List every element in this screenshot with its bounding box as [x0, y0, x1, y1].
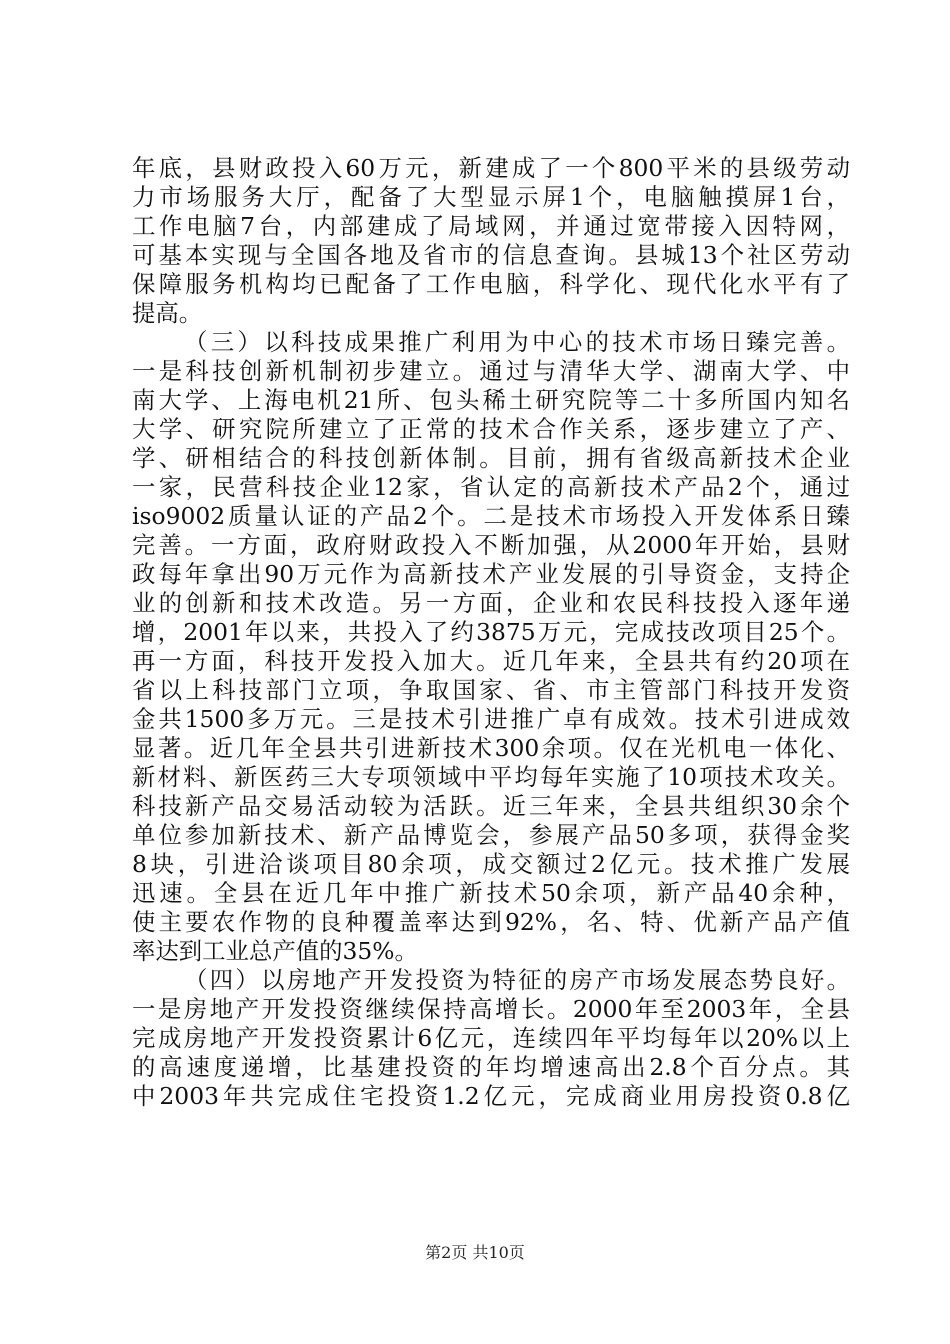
text-line: 业的创新和技术改造。另一方面，企业和农民科技投入逐年递	[132, 589, 850, 617]
text-line: 使主要农作物的良种覆盖率达到92%，名、特、优新产品产值	[132, 908, 850, 936]
paragraph	[132, 154, 850, 328]
text-line: 完善。一方面，政府财政投入不断加强，从2000年开始，县财	[132, 531, 850, 559]
text-line: iso9002质量认证的产品2个。二是技术市场投入开发体系日臻	[132, 502, 850, 530]
text-line: 科技新产品交易活动较为活跃。近三年来，全县共组织30余个	[132, 792, 850, 820]
text-line: 提高。	[132, 299, 203, 327]
text-line: 力市场服务大厅，配备了大型显示屏1个，电脑触摸屏1台，	[132, 183, 850, 211]
text-line: 的高速度递增，比基建投资的年均增速高出2.8个百分点。其	[132, 1053, 850, 1081]
text-line: 学、研相结合的科技创新体制。目前，拥有省级高新技术企业	[132, 444, 850, 472]
text-line: （三）以科技成果推广利用为中心的技术市场日臻完善。	[184, 328, 850, 356]
text-line: 完成房地产开发投资累计6亿元，连续四年平均每年以20%以上	[132, 1024, 850, 1052]
paragraph	[132, 328, 850, 966]
page-number-label: 第2页 共10页	[425, 1243, 525, 1262]
text-line: 一是科技创新机制初步建立。通过与清华大学、湖南大学、中	[132, 357, 850, 385]
text-line: 金共1500多万元。三是技术引进推广卓有成效。技术引进成效	[132, 705, 850, 733]
text-line: 年底，县财政投入60万元，新建成了一个800平米的县级劳动	[132, 154, 850, 182]
text-line: 再一方面，科技开发投入加大。近几年来，全县共有约20项在	[132, 647, 850, 675]
paragraph	[132, 966, 850, 1111]
text-line: 大学、研究院所建立了正常的技术合作关系，逐步建立了产、	[132, 415, 850, 443]
text-line: （四）以房地产开发投资为特征的房产市场发展态势良好。	[184, 966, 850, 994]
text-line: 迅速。全县在近几年中推广新技术50余项，新产品40余种，	[132, 879, 850, 907]
text-line: 可基本实现与全国各地及省市的信息查询。县城13个社区劳动	[132, 241, 850, 269]
text-line: 工作电脑7台，内部建成了局域网，并通过宽带接入因特网，	[132, 212, 850, 240]
text-line: 新材料、新医药三大专项领域中平均每年实施了10项技术攻关。	[132, 763, 850, 791]
text-line: 增，2001年以来，共投入了约3875万元，完成技改项目25个。	[132, 618, 850, 646]
text-line: 省以上科技部门立项，争取国家、省、市主管部门科技开发资	[132, 676, 850, 704]
text-line: 率达到工业总产值的35%。	[132, 937, 418, 965]
text-line: 南大学、上海电机21所、包头稀土研究院等二十多所国内知名	[132, 386, 850, 414]
text-line: 8块，引进洽谈项目80余项，成交额过2亿元。技术推广发展	[132, 850, 850, 878]
text-line: 一是房地产开发投资继续保持高增长。2000年至2003年，全县	[132, 995, 850, 1023]
text-line: 政每年拿出90万元作为高新技术产业发展的引导资金，支持企	[132, 560, 850, 588]
text-line: 显著。近几年全县共引进新技术300余项。仅在光机电一体化、	[132, 734, 850, 762]
text-line: 一家，民营科技企业12家，省认定的高新技术产品2个，通过	[132, 473, 850, 501]
page-footer	[0, 1240, 950, 1263]
text-line: 中2003年共完成住宅投资1.2亿元，完成商业用房投资0.8亿	[132, 1082, 850, 1110]
text-line: 单位参加新技术、新产品博览会，参展产品50多项，获得金奖	[132, 821, 850, 849]
document-body	[132, 154, 850, 1111]
text-line: 保障服务机构均已配备了工作电脑，科学化、现代化水平有了	[132, 270, 850, 298]
